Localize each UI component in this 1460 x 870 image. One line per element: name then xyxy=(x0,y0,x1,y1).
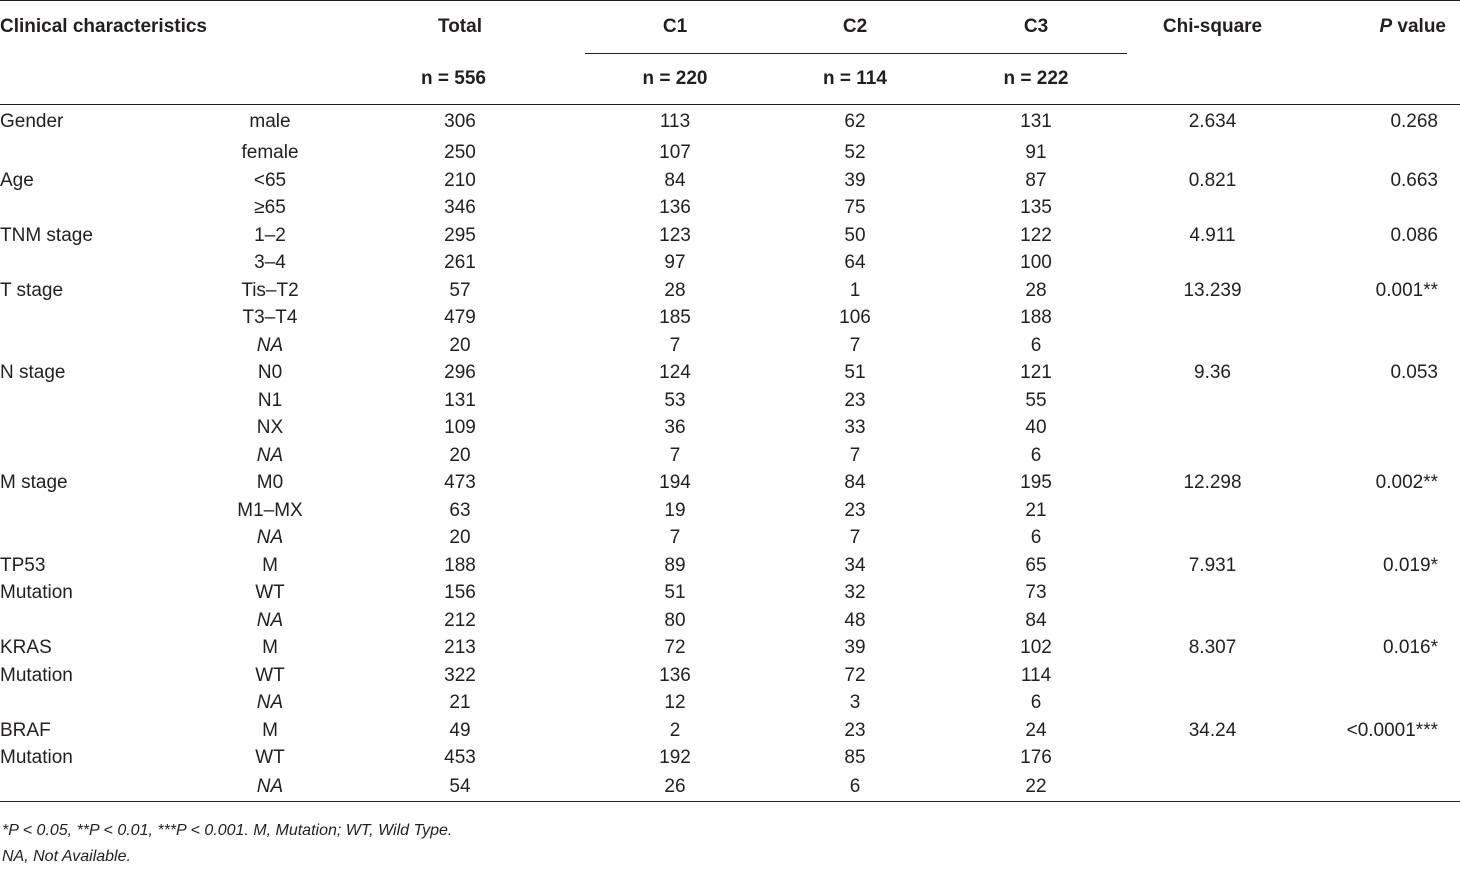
cell-chi-square xyxy=(1127,662,1298,690)
table-row xyxy=(0,304,1460,332)
cell-c3: 114 xyxy=(1020,664,1052,686)
cell-p-value: 0.268 xyxy=(1390,111,1438,132)
cell-chi-square xyxy=(1127,304,1298,332)
cell-chi-square: 9.36 xyxy=(1194,362,1231,383)
cell-c1: 124 xyxy=(659,362,691,383)
cell-c2: 33 xyxy=(844,417,866,438)
table-row xyxy=(0,249,1460,277)
cell-category: M xyxy=(262,637,278,658)
cell-c2: 6 xyxy=(849,775,861,797)
cell-p-value xyxy=(1298,304,1460,332)
cell-c2: 39 xyxy=(844,637,866,658)
cell-c1: 113 xyxy=(659,111,691,132)
cell-p-value xyxy=(1298,332,1460,360)
cell-p-value xyxy=(1298,139,1460,167)
cell-total: 250 xyxy=(444,142,476,163)
table-header xyxy=(0,1,1460,105)
cell-c2: 32 xyxy=(844,582,866,603)
cell-total: 213 xyxy=(444,637,476,658)
cell-category: NA xyxy=(256,444,284,466)
cell-c1: 89 xyxy=(664,554,686,576)
cell-c2: 85 xyxy=(844,747,866,768)
cell-chi-square: 2.634 xyxy=(1188,111,1237,132)
cell-category: female xyxy=(241,142,299,163)
cell-chi-square xyxy=(1127,249,1298,277)
cell-c2: 7 xyxy=(849,444,861,466)
cell-total: 453 xyxy=(444,747,476,768)
cell-total: 210 xyxy=(444,169,476,191)
cell-c3: 188 xyxy=(1020,307,1052,328)
cell-c2: 7 xyxy=(849,527,861,548)
cell-category: <65 xyxy=(253,169,287,191)
header-total: Total xyxy=(438,16,482,38)
cell-c1: 7 xyxy=(669,527,681,548)
cell-category: M1–MX xyxy=(237,499,303,521)
cell-c2: 48 xyxy=(844,609,866,631)
table-row xyxy=(0,414,1460,442)
cell-category: 3–4 xyxy=(254,252,286,273)
cell-characteristic xyxy=(0,414,205,442)
cell-c3: 24 xyxy=(1025,719,1047,741)
table-row xyxy=(0,139,1460,167)
table-row xyxy=(0,689,1460,717)
footnote-na: NA, Not Available. xyxy=(2,848,131,865)
table-row xyxy=(0,579,1460,607)
header-p-value xyxy=(1298,1,1460,54)
cell-characteristic xyxy=(0,249,205,277)
cell-c1: 80 xyxy=(664,609,686,631)
cell-chi-square xyxy=(1127,772,1298,802)
cell-category: N1 xyxy=(257,389,283,411)
cell-chi-square xyxy=(1127,579,1298,607)
header-n-c3: n = 222 xyxy=(1003,68,1069,89)
cell-c2: 23 xyxy=(844,499,866,521)
cell-c2: 62 xyxy=(844,111,866,132)
cell-c3: 122 xyxy=(1020,224,1052,246)
cell-total: 109 xyxy=(444,417,476,438)
cell-total: 63 xyxy=(449,499,471,521)
cell-chi-square: 4.911 xyxy=(1189,224,1236,246)
cell-total: 346 xyxy=(444,197,476,218)
table-row xyxy=(0,524,1460,552)
cell-c3: 6 xyxy=(1030,334,1042,356)
cell-p-value xyxy=(1298,414,1460,442)
cell-c2: 106 xyxy=(839,307,871,328)
cell-p-value: <0.0001*** xyxy=(1346,719,1438,741)
cell-p-value xyxy=(1298,772,1460,802)
cell-c1: 7 xyxy=(669,444,681,466)
cell-total: 49 xyxy=(449,719,471,741)
cell-category: WT xyxy=(255,747,285,768)
cell-c2: 1 xyxy=(849,279,861,301)
cell-chi-square xyxy=(1127,744,1298,772)
cell-characteristic xyxy=(0,497,205,525)
cell-c2: 39 xyxy=(844,169,866,191)
cell-c2: 75 xyxy=(844,197,866,218)
cell-p-value: 0.053 xyxy=(1390,362,1438,383)
cell-c3: 22 xyxy=(1025,775,1047,797)
cell-c1: 84 xyxy=(664,169,686,191)
cell-category: N0 xyxy=(257,362,283,383)
cell-category: NX xyxy=(256,417,284,438)
cell-category: T3–T4 xyxy=(242,307,298,328)
cell-characteristic xyxy=(0,524,205,552)
cell-c2: 34 xyxy=(844,554,866,576)
cell-c1: 51 xyxy=(664,582,686,603)
cell-c1: 36 xyxy=(664,417,686,438)
cell-c2: 64 xyxy=(844,252,866,273)
cell-p-value xyxy=(1298,662,1460,690)
cell-chi-square: 8.307 xyxy=(1188,637,1237,658)
cell-c3: 6 xyxy=(1030,692,1042,713)
cell-category: NA xyxy=(256,692,284,713)
table-row xyxy=(0,634,1460,662)
header-n-p-blank xyxy=(1298,54,1460,105)
cell-total: 473 xyxy=(444,472,476,493)
cell-p-value: 0.002** xyxy=(1375,472,1438,493)
cell-chi-square: 0.821 xyxy=(1188,169,1237,191)
cell-c1: 72 xyxy=(664,637,686,658)
table-row xyxy=(0,717,1460,745)
table-row xyxy=(0,607,1460,635)
cell-characteristic: KRAS xyxy=(0,637,52,658)
cell-p-value xyxy=(1298,607,1460,635)
footnote-significance: *P < 0.05, **P < 0.01, ***P < 0.001. M, Mutation; WT, Wild Type. xyxy=(2,822,453,839)
cell-category: Tis–T2 xyxy=(241,279,299,301)
cell-p-value xyxy=(1298,387,1460,415)
cell-c3: 6 xyxy=(1030,444,1042,466)
cell-characteristic xyxy=(0,442,205,470)
header-n-c2: n = 114 xyxy=(823,68,887,89)
header-row xyxy=(0,1,1460,54)
header-n-total xyxy=(335,54,585,105)
cell-category: M xyxy=(262,719,278,741)
cell-chi-square xyxy=(1127,387,1298,415)
header-characteristics: Clinical characteristics xyxy=(0,16,207,38)
cell-total: 21 xyxy=(449,692,471,713)
cell-c3: 84 xyxy=(1025,609,1047,631)
cell-c3: 91 xyxy=(1025,142,1047,163)
cell-c3: 100 xyxy=(1020,252,1052,273)
cell-p-value xyxy=(1298,249,1460,277)
cell-category: M xyxy=(262,554,278,576)
table-row xyxy=(0,387,1460,415)
cell-characteristic: TNM stage xyxy=(0,224,93,246)
cell-chi-square xyxy=(1127,442,1298,470)
cell-characteristic xyxy=(0,689,205,717)
cell-c1: 136 xyxy=(659,197,691,218)
cell-characteristic xyxy=(0,772,205,802)
cell-p-value xyxy=(1298,442,1460,470)
cell-chi-square: 12.298 xyxy=(1183,472,1242,493)
header-p-letter: P xyxy=(1379,16,1393,38)
cell-total: 261 xyxy=(444,252,476,273)
cell-p-value: 0.086 xyxy=(1390,224,1438,246)
footnotes xyxy=(2,818,452,870)
cell-c3: 102 xyxy=(1020,637,1052,658)
cell-total: 479 xyxy=(444,307,476,328)
header-p-word: value xyxy=(1392,16,1446,38)
cell-total: 57 xyxy=(449,279,471,301)
cell-total: 295 xyxy=(444,224,476,246)
cell-characteristic xyxy=(0,139,205,167)
cell-p-value xyxy=(1298,689,1460,717)
cell-chi-square xyxy=(1127,194,1298,222)
cell-characteristic xyxy=(0,194,205,222)
table-row xyxy=(0,552,1460,580)
cell-c1: 2 xyxy=(669,719,681,741)
table-row xyxy=(0,105,1460,140)
cell-c3: 135 xyxy=(1020,197,1052,218)
cell-total: 322 xyxy=(444,664,476,686)
cell-p-value xyxy=(1298,524,1460,552)
cell-c3: 121 xyxy=(1020,362,1052,383)
cell-characteristic: Mutation xyxy=(0,747,73,768)
table-row xyxy=(0,167,1460,195)
cell-p-value: 0.016* xyxy=(1383,637,1438,658)
header-c2: C2 xyxy=(765,1,945,54)
table-row xyxy=(0,662,1460,690)
cell-category: NA xyxy=(256,334,284,356)
cell-total: 188 xyxy=(444,554,476,576)
cell-c2: 51 xyxy=(844,362,866,383)
cell-category: M0 xyxy=(256,472,284,493)
cell-chi-square xyxy=(1127,497,1298,525)
cell-p-value: 0.001** xyxy=(1375,279,1438,301)
table-row xyxy=(0,222,1460,250)
header-c3: C3 xyxy=(945,1,1127,54)
cell-total: 306 xyxy=(444,111,476,132)
cell-c3: 65 xyxy=(1025,554,1047,576)
cell-c3: 195 xyxy=(1020,472,1052,493)
table-row xyxy=(0,469,1460,497)
cell-total: 131 xyxy=(444,389,476,411)
cell-p-value xyxy=(1298,194,1460,222)
cell-chi-square xyxy=(1127,332,1298,360)
cell-c1: 97 xyxy=(664,252,686,273)
cell-c3: 176 xyxy=(1020,747,1052,768)
cell-category: 1–2 xyxy=(254,224,286,246)
cell-characteristic xyxy=(0,304,205,332)
cell-characteristic: BRAF xyxy=(0,719,51,741)
cell-c3: 131 xyxy=(1020,111,1052,132)
cell-category: NA xyxy=(256,527,284,548)
cell-c3: 87 xyxy=(1025,169,1047,191)
cell-c1: 7 xyxy=(669,334,681,356)
cell-chi-square xyxy=(1127,139,1298,167)
cell-characteristic xyxy=(0,387,205,415)
table-row xyxy=(0,194,1460,222)
cell-p-value xyxy=(1298,579,1460,607)
table-row xyxy=(0,332,1460,360)
table-row xyxy=(0,497,1460,525)
cell-category: NA xyxy=(256,609,284,631)
cell-characteristic xyxy=(0,607,205,635)
cell-c1: 107 xyxy=(659,142,691,163)
cell-c1: 12 xyxy=(664,692,686,713)
header-c1: C1 xyxy=(585,1,765,54)
cell-c1: 53 xyxy=(664,389,686,411)
header-n-c1: n = 220 xyxy=(642,68,708,89)
table-row xyxy=(0,359,1460,387)
cell-c2: 84 xyxy=(844,472,866,493)
table-row xyxy=(0,442,1460,470)
cell-total: 156 xyxy=(444,582,476,603)
cell-characteristic: Mutation xyxy=(0,582,73,603)
cell-c1: 192 xyxy=(659,747,691,768)
cell-c3: 6 xyxy=(1030,527,1042,548)
cell-characteristic: Gender xyxy=(0,111,64,132)
cell-c1: 26 xyxy=(664,775,686,797)
table-row xyxy=(0,277,1460,305)
cell-c2: 52 xyxy=(844,142,866,163)
cell-total: 20 xyxy=(449,334,471,356)
cell-total: 20 xyxy=(449,444,471,466)
table-body xyxy=(0,105,1460,802)
cell-category: ≥65 xyxy=(254,197,286,218)
cell-p-value: 0.019* xyxy=(1383,554,1438,576)
table-row xyxy=(0,744,1460,772)
cell-c1: 123 xyxy=(659,224,691,246)
cell-chi-square: 13.239 xyxy=(1183,279,1242,301)
cell-c1: 136 xyxy=(659,664,691,686)
cell-chi-square xyxy=(1127,414,1298,442)
cell-c2: 50 xyxy=(844,224,866,246)
cell-c2: 7 xyxy=(849,334,861,356)
cell-c1: 28 xyxy=(664,279,686,301)
cell-total: 212 xyxy=(444,609,476,631)
cell-c3: 55 xyxy=(1025,389,1047,411)
cell-category: WT xyxy=(255,664,285,686)
cell-total: 296 xyxy=(444,362,476,383)
header-n-row xyxy=(0,54,1460,105)
cell-chi-square: 34.24 xyxy=(1188,719,1237,741)
cell-c3: 21 xyxy=(1025,499,1047,521)
cell-c1: 19 xyxy=(664,499,686,521)
cell-total: 54 xyxy=(449,775,471,797)
cell-characteristic: T stage xyxy=(0,279,64,301)
header-n-chi-blank xyxy=(1127,54,1298,105)
cell-chi-square xyxy=(1127,524,1298,552)
cell-c2: 3 xyxy=(849,692,861,713)
cell-characteristic: Age xyxy=(0,169,34,191)
cell-category: WT xyxy=(255,582,285,603)
cell-chi-square xyxy=(1127,689,1298,717)
cell-c3: 40 xyxy=(1025,417,1047,438)
cell-chi-square: 7.931 xyxy=(1188,554,1237,576)
cell-characteristic: TP53 xyxy=(0,554,46,576)
cell-characteristic: M stage xyxy=(0,472,68,493)
cell-chi-square xyxy=(1127,607,1298,635)
cell-c1: 185 xyxy=(659,307,691,328)
cell-c2: 23 xyxy=(844,389,866,411)
cell-p-value xyxy=(1298,497,1460,525)
cell-c1: 194 xyxy=(659,472,691,493)
cell-category: male xyxy=(249,111,291,132)
cell-characteristic: N stage xyxy=(0,362,66,383)
header-n-total-text: n = 556 xyxy=(421,67,486,89)
cell-p-value: 0.663 xyxy=(1390,169,1438,191)
cell-characteristic: Mutation xyxy=(0,664,73,686)
header-n-blank xyxy=(0,54,335,105)
cell-c2: 72 xyxy=(844,664,866,686)
cell-characteristic xyxy=(0,332,205,360)
cell-c3: 28 xyxy=(1025,279,1047,301)
cell-c2: 23 xyxy=(844,719,866,741)
cell-p-value xyxy=(1298,744,1460,772)
cell-total: 20 xyxy=(449,527,471,548)
cell-c3: 73 xyxy=(1025,582,1047,603)
table-row xyxy=(0,772,1460,802)
header-chi-square: Chi-square xyxy=(1162,16,1263,38)
cell-category: NA xyxy=(256,775,284,797)
